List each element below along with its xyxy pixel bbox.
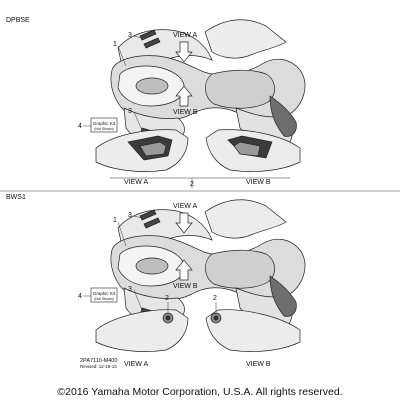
callout-3a: 3 (128, 212, 132, 219)
graphic-kit-sub: (Not Shown) (94, 297, 114, 301)
callout-2b: 2 (213, 295, 217, 302)
callout-4: 4 (78, 123, 82, 130)
variant-label: BWS1 (6, 194, 26, 201)
graphic-kit-sub: (Not Shown) (94, 127, 114, 131)
view-b-label-bottom: VIEW B (246, 361, 271, 368)
view-b-label-bottom: VIEW B (246, 179, 271, 186)
graphic-kit-label: Graphic Kit (92, 291, 116, 296)
view-b-label-mid: VIEW B (173, 283, 198, 290)
callout-3b: 3 (128, 108, 132, 115)
callout-1: 1 (113, 41, 117, 48)
revised-date: Revised: 12-19-13 (80, 364, 117, 369)
variant-label: DPBSE (6, 17, 30, 24)
side-panel-left (96, 310, 188, 352)
graphic-kit-label: Graphic Kit (92, 121, 116, 126)
callout-3b: 3 (128, 286, 132, 293)
section-bws1 (6, 194, 305, 368)
side-panel-left (96, 130, 188, 172)
section-dpbse (6, 17, 305, 188)
callout-1: 1 (113, 217, 117, 224)
callout-2a: 2 (165, 295, 169, 302)
callout-4: 4 (78, 293, 82, 300)
copyright-notice: ©2016 Yamaha Motor Corporation, U.S.A. All rights reserved. (57, 386, 343, 398)
drawing-code: 2PA7110-M400 (80, 358, 118, 364)
view-a-label-top: VIEW A (173, 203, 198, 210)
view-a-label-bottom: VIEW A (124, 179, 149, 186)
view-a-label-top: VIEW A (173, 32, 198, 39)
view-a-label-bottom: VIEW A (124, 361, 149, 368)
view-b-label-mid: VIEW B (173, 109, 198, 116)
callout-3a: 3 (128, 32, 132, 39)
callout-2: 2 (190, 181, 194, 188)
